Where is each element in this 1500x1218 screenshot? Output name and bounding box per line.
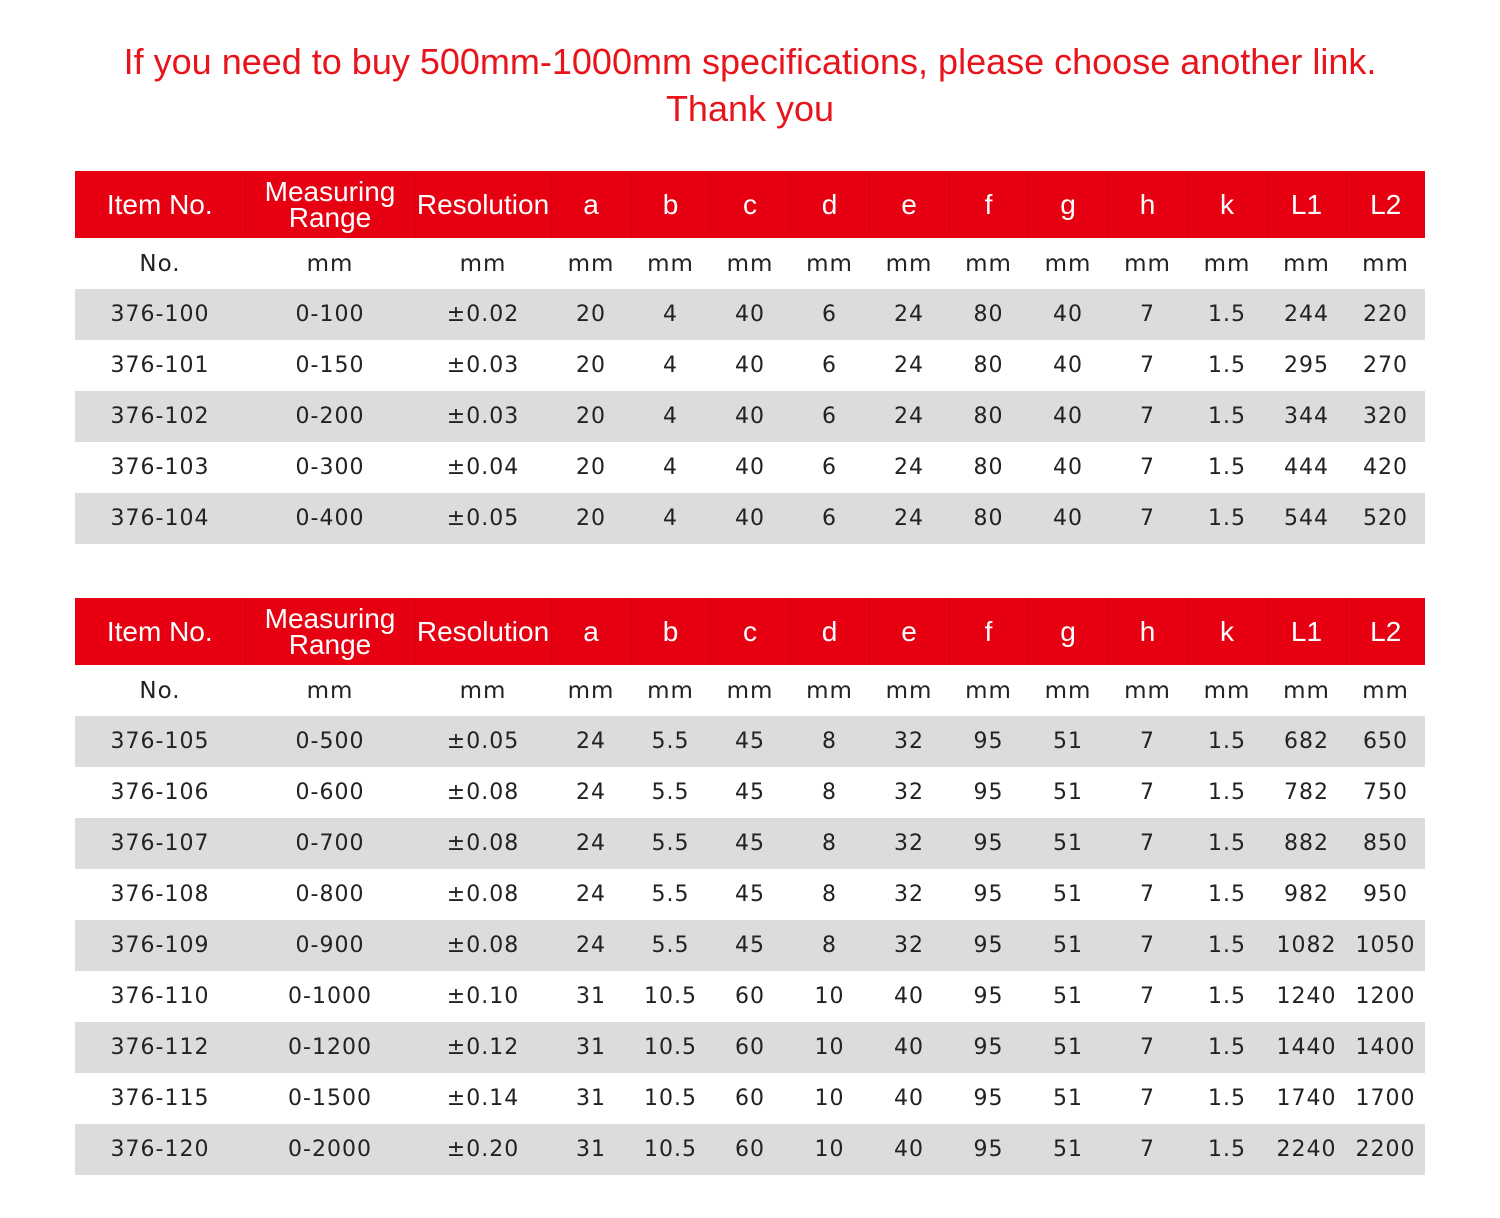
table-header xyxy=(75,598,1425,665)
table-cell: 244 xyxy=(1267,289,1346,340)
unit-cell: mm xyxy=(1187,665,1267,716)
table-row xyxy=(75,1073,1425,1124)
table-cell: 882 xyxy=(1267,818,1346,869)
table-cell: 10 xyxy=(790,1124,869,1175)
table-cell: ±0.08 xyxy=(415,818,551,869)
table-cell: 7 xyxy=(1108,920,1187,971)
table-header xyxy=(75,171,1425,238)
table-cell: 950 xyxy=(1346,869,1425,920)
table-cell: 1082 xyxy=(1267,920,1346,971)
table-cell: 682 xyxy=(1267,716,1346,767)
table-cell: 45 xyxy=(710,869,790,920)
table-cell: 376-100 xyxy=(75,289,245,340)
table-cell: 8 xyxy=(790,716,869,767)
table-cell: 40 xyxy=(869,1124,949,1175)
table-cell: 8 xyxy=(790,869,869,920)
table-cell: 0-100 xyxy=(245,289,415,340)
table-cell: 51 xyxy=(1028,869,1108,920)
column-header: a xyxy=(551,171,631,238)
table-cell: 0-700 xyxy=(245,818,415,869)
spec-table-1 xyxy=(75,171,1425,544)
table-cell: ±0.12 xyxy=(415,1022,551,1073)
table-cell: 10 xyxy=(790,1073,869,1124)
table-cell: 45 xyxy=(710,818,790,869)
table-cell: 40 xyxy=(1028,442,1108,493)
table-cell: 10 xyxy=(790,1022,869,1073)
table-cell: 0-800 xyxy=(245,869,415,920)
notice-line-2: Thank you xyxy=(665,88,835,129)
column-header: d xyxy=(790,598,869,665)
table-cell: 24 xyxy=(869,493,949,544)
table-cell: 782 xyxy=(1267,767,1346,818)
table-cell: 5.5 xyxy=(631,716,710,767)
table-cell: 4 xyxy=(631,340,710,391)
table-cell: 51 xyxy=(1028,920,1108,971)
table-cell: 95 xyxy=(949,971,1028,1022)
table-cell: 1.5 xyxy=(1187,1073,1267,1124)
column-header: L2 xyxy=(1346,598,1425,665)
table-cell: 8 xyxy=(790,818,869,869)
column-header: Item No. xyxy=(75,171,245,238)
unit-cell: mm xyxy=(631,238,710,289)
table-cell: 95 xyxy=(949,1022,1028,1073)
table-cell: 420 xyxy=(1346,442,1425,493)
table-cell: 32 xyxy=(869,767,949,818)
table-cell: 1.5 xyxy=(1187,442,1267,493)
unit-cell: mm xyxy=(415,238,551,289)
table-cell: ±0.08 xyxy=(415,767,551,818)
table-row xyxy=(75,340,1425,391)
unit-cell: mm xyxy=(1108,238,1187,289)
table-cell: 80 xyxy=(949,391,1028,442)
table-cell: 376-102 xyxy=(75,391,245,442)
table-cell: 60 xyxy=(710,1073,790,1124)
table-cell: 7 xyxy=(1108,971,1187,1022)
table-cell: 2200 xyxy=(1346,1124,1425,1175)
unit-cell: mm xyxy=(1346,665,1425,716)
table-cell: 1700 xyxy=(1346,1073,1425,1124)
table-cell: 7 xyxy=(1108,493,1187,544)
table-cell: 95 xyxy=(949,767,1028,818)
unit-cell: mm xyxy=(245,238,415,289)
column-header: Resolution xyxy=(415,598,551,665)
table-cell: 0-400 xyxy=(245,493,415,544)
table-cell: 20 xyxy=(551,442,631,493)
table-cell: 31 xyxy=(551,1124,631,1175)
table-cell: ±0.08 xyxy=(415,869,551,920)
column-header: L2 xyxy=(1346,171,1425,238)
table-cell: 31 xyxy=(551,971,631,1022)
table-cell: 7 xyxy=(1108,869,1187,920)
table-row xyxy=(75,971,1425,1022)
table-cell: 45 xyxy=(710,767,790,818)
unit-cell: mm xyxy=(245,665,415,716)
table-cell: 376-107 xyxy=(75,818,245,869)
table-cell: 4 xyxy=(631,391,710,442)
table-cell: 1.5 xyxy=(1187,340,1267,391)
table-cell: ±0.05 xyxy=(415,493,551,544)
column-header: f xyxy=(949,171,1028,238)
column-header: f xyxy=(949,598,1028,665)
table-cell: 40 xyxy=(869,1073,949,1124)
table-cell: 31 xyxy=(551,1022,631,1073)
column-header: h xyxy=(1108,171,1187,238)
table-cell: 0-300 xyxy=(245,442,415,493)
table-cell: 40 xyxy=(1028,340,1108,391)
unit-cell: mm xyxy=(1028,665,1108,716)
table-cell: 80 xyxy=(949,442,1028,493)
table-cell: 1.5 xyxy=(1187,818,1267,869)
table-cell: 51 xyxy=(1028,767,1108,818)
column-header: h xyxy=(1108,598,1187,665)
table-cell: 7 xyxy=(1108,767,1187,818)
unit-cell: mm xyxy=(869,665,949,716)
table-cell: 520 xyxy=(1346,493,1425,544)
table-cell: 1.5 xyxy=(1187,971,1267,1022)
table-cell: 6 xyxy=(790,340,869,391)
unit-cell: mm xyxy=(631,665,710,716)
table-cell: 6 xyxy=(790,391,869,442)
unit-cell: mm xyxy=(790,238,869,289)
table-row xyxy=(75,869,1425,920)
table-row xyxy=(75,442,1425,493)
column-header: Item No. xyxy=(75,598,245,665)
table-cell: 40 xyxy=(710,340,790,391)
table-cell: 0-2000 xyxy=(245,1124,415,1175)
table-cell: 51 xyxy=(1028,1022,1108,1073)
table-cell: 7 xyxy=(1108,1124,1187,1175)
table-cell: 7 xyxy=(1108,818,1187,869)
table-cell: 0-200 xyxy=(245,391,415,442)
table-cell: 40 xyxy=(710,289,790,340)
table-cell: 7 xyxy=(1108,442,1187,493)
table-cell: 51 xyxy=(1028,1124,1108,1175)
table-cell: 95 xyxy=(949,1124,1028,1175)
table-cell: 51 xyxy=(1028,818,1108,869)
table-cell: 80 xyxy=(949,340,1028,391)
unit-row xyxy=(75,665,1425,716)
unit-cell: mm xyxy=(869,238,949,289)
table-cell: 80 xyxy=(949,493,1028,544)
table-cell: 20 xyxy=(551,493,631,544)
table-cell: ±0.02 xyxy=(415,289,551,340)
table-cell: 1.5 xyxy=(1187,716,1267,767)
table-cell: 1.5 xyxy=(1187,1022,1267,1073)
table-cell: 24 xyxy=(869,391,949,442)
table-cell: 850 xyxy=(1346,818,1425,869)
table-cell: 10.5 xyxy=(631,971,710,1022)
table-cell: 376-101 xyxy=(75,340,245,391)
column-header: k xyxy=(1187,598,1267,665)
table-cell: 60 xyxy=(710,971,790,1022)
table-cell: 40 xyxy=(710,391,790,442)
table-cell: 7 xyxy=(1108,716,1187,767)
table-cell: 376-109 xyxy=(75,920,245,971)
table-cell: 8 xyxy=(790,920,869,971)
table-cell: 0-500 xyxy=(245,716,415,767)
table-cell: ±0.05 xyxy=(415,716,551,767)
column-header: Measuring Range xyxy=(245,171,415,238)
table-cell: 8 xyxy=(790,767,869,818)
table-cell: 0-600 xyxy=(245,767,415,818)
table-cell: 2240 xyxy=(1267,1124,1346,1175)
table-cell: 7 xyxy=(1108,391,1187,442)
unit-cell: No. xyxy=(75,665,245,716)
table-cell: ±0.03 xyxy=(415,391,551,442)
table-cell: 5.5 xyxy=(631,869,710,920)
unit-cell: mm xyxy=(1028,238,1108,289)
unit-cell: mm xyxy=(1267,238,1346,289)
table-cell: 40 xyxy=(1028,289,1108,340)
column-header: L1 xyxy=(1267,598,1346,665)
table-cell: 6 xyxy=(790,289,869,340)
table-cell: 295 xyxy=(1267,340,1346,391)
table-row xyxy=(75,716,1425,767)
table-cell: 376-115 xyxy=(75,1073,245,1124)
table-cell: ±0.10 xyxy=(415,971,551,1022)
column-header: c xyxy=(710,171,790,238)
unit-cell: mm xyxy=(949,238,1028,289)
table-cell: 376-103 xyxy=(75,442,245,493)
table-cell: 40 xyxy=(1028,391,1108,442)
table-cell: 376-120 xyxy=(75,1124,245,1175)
table-cell: 45 xyxy=(710,920,790,971)
column-header: b xyxy=(631,598,710,665)
unit-cell: mm xyxy=(551,665,631,716)
unit-cell: mm xyxy=(1267,665,1346,716)
table-cell: 6 xyxy=(790,442,869,493)
table-cell: 376-108 xyxy=(75,869,245,920)
table-cell: 0-1500 xyxy=(245,1073,415,1124)
table-cell: 40 xyxy=(869,971,949,1022)
spec-table-2 xyxy=(75,598,1425,1175)
table-cell: 1050 xyxy=(1346,920,1425,971)
table-cell: 1.5 xyxy=(1187,869,1267,920)
column-header: a xyxy=(551,598,631,665)
table-cell: 1440 xyxy=(1267,1022,1346,1073)
column-header: g xyxy=(1028,171,1108,238)
table-cell: 7 xyxy=(1108,340,1187,391)
table-cell: 0-900 xyxy=(245,920,415,971)
table-cell: 24 xyxy=(551,869,631,920)
column-header: g xyxy=(1028,598,1108,665)
table-cell: 220 xyxy=(1346,289,1425,340)
table-cell: 1.5 xyxy=(1187,767,1267,818)
table-cell: 95 xyxy=(949,1073,1028,1124)
table-row xyxy=(75,767,1425,818)
table-cell: 750 xyxy=(1346,767,1425,818)
column-header: k xyxy=(1187,171,1267,238)
table-cell: 7 xyxy=(1108,289,1187,340)
table-cell: 10.5 xyxy=(631,1022,710,1073)
table-cell: 24 xyxy=(551,818,631,869)
table-cell: 51 xyxy=(1028,716,1108,767)
column-header: c xyxy=(710,598,790,665)
table-row xyxy=(75,1022,1425,1073)
table-cell: 0-1200 xyxy=(245,1022,415,1073)
table-cell: 24 xyxy=(551,920,631,971)
table-cell: ±0.08 xyxy=(415,920,551,971)
table-cell: 0-1000 xyxy=(245,971,415,1022)
column-header: b xyxy=(631,171,710,238)
table-cell: 95 xyxy=(949,818,1028,869)
table-cell: 6 xyxy=(790,493,869,544)
table-cell: 32 xyxy=(869,920,949,971)
unit-cell: No. xyxy=(75,238,245,289)
unit-cell: mm xyxy=(1346,238,1425,289)
unit-cell: mm xyxy=(415,665,551,716)
table-cell: 20 xyxy=(551,340,631,391)
table-cell: 7 xyxy=(1108,1022,1187,1073)
table-cell: 95 xyxy=(949,869,1028,920)
table-cell: 45 xyxy=(710,716,790,767)
table-cell: 4 xyxy=(631,442,710,493)
table-cell: 1.5 xyxy=(1187,391,1267,442)
table-cell: 24 xyxy=(869,340,949,391)
table-cell: 40 xyxy=(710,442,790,493)
table-cell: 10 xyxy=(790,971,869,1022)
table-cell: 1.5 xyxy=(1187,289,1267,340)
unit-cell: mm xyxy=(790,665,869,716)
unit-cell: mm xyxy=(949,665,1028,716)
table-cell: 376-104 xyxy=(75,493,245,544)
table-cell: 320 xyxy=(1346,391,1425,442)
table-cell: 376-105 xyxy=(75,716,245,767)
table-cell: 1740 xyxy=(1267,1073,1346,1124)
table-row xyxy=(75,1124,1425,1175)
table-cell: 60 xyxy=(710,1124,790,1175)
unit-cell: mm xyxy=(551,238,631,289)
table-cell: 376-112 xyxy=(75,1022,245,1073)
table-cell: 376-106 xyxy=(75,767,245,818)
unit-cell: mm xyxy=(1108,665,1187,716)
column-header: L1 xyxy=(1267,171,1346,238)
table-cell: 24 xyxy=(869,289,949,340)
table-cell: 40 xyxy=(869,1022,949,1073)
table-cell: 650 xyxy=(1346,716,1425,767)
table-cell: 51 xyxy=(1028,971,1108,1022)
unit-cell: mm xyxy=(710,238,790,289)
table-cell: ±0.14 xyxy=(415,1073,551,1124)
table-cell: 24 xyxy=(869,442,949,493)
table-cell: 5.5 xyxy=(631,818,710,869)
table-row xyxy=(75,289,1425,340)
column-header: d xyxy=(790,171,869,238)
table-cell: 31 xyxy=(551,1073,631,1124)
table-cell: 5.5 xyxy=(631,767,710,818)
column-header: e xyxy=(869,598,949,665)
unit-cell: mm xyxy=(710,665,790,716)
table-cell: 51 xyxy=(1028,1073,1108,1124)
table-cell: 344 xyxy=(1267,391,1346,442)
table-cell: 4 xyxy=(631,493,710,544)
table-cell: 7 xyxy=(1108,1073,1187,1124)
table-row xyxy=(75,493,1425,544)
table-cell: 544 xyxy=(1267,493,1346,544)
table-cell: 1400 xyxy=(1346,1022,1425,1073)
table-cell: 80 xyxy=(949,289,1028,340)
table-cell: 24 xyxy=(551,767,631,818)
table-cell: 32 xyxy=(869,869,949,920)
table-row xyxy=(75,920,1425,971)
notice-line-1: If you need to buy 500mm-1000mm specifications, please choose another link. xyxy=(123,41,1377,82)
table-cell: 270 xyxy=(1346,340,1425,391)
table-cell: 40 xyxy=(710,493,790,544)
column-header: e xyxy=(869,171,949,238)
column-header: Resolution xyxy=(415,171,551,238)
table-cell: 982 xyxy=(1267,869,1346,920)
table-cell: ±0.04 xyxy=(415,442,551,493)
table-cell: 1.5 xyxy=(1187,920,1267,971)
table-cell: 32 xyxy=(869,716,949,767)
table-cell: 24 xyxy=(551,716,631,767)
table-cell: 20 xyxy=(551,289,631,340)
table-cell: 5.5 xyxy=(631,920,710,971)
table-cell: 1240 xyxy=(1267,971,1346,1022)
table-cell: 40 xyxy=(1028,493,1108,544)
table-cell: 1200 xyxy=(1346,971,1425,1022)
table-cell: 60 xyxy=(710,1022,790,1073)
table-cell: 32 xyxy=(869,818,949,869)
table-cell: 444 xyxy=(1267,442,1346,493)
table-cell: 0-150 xyxy=(245,340,415,391)
table-cell: 20 xyxy=(551,391,631,442)
table-cell: ±0.20 xyxy=(415,1124,551,1175)
table-cell: 376-110 xyxy=(75,971,245,1022)
unit-cell: mm xyxy=(1187,238,1267,289)
table-cell: 95 xyxy=(949,716,1028,767)
table-row xyxy=(75,818,1425,869)
purchase-notice xyxy=(0,38,1500,132)
table-cell: 10.5 xyxy=(631,1124,710,1175)
table-cell: 95 xyxy=(949,920,1028,971)
table-cell: ±0.03 xyxy=(415,340,551,391)
unit-row xyxy=(75,238,1425,289)
table-cell: 1.5 xyxy=(1187,493,1267,544)
table-row xyxy=(75,391,1425,442)
table-cell: 10.5 xyxy=(631,1073,710,1124)
column-header: Measuring Range xyxy=(245,598,415,665)
table-cell: 4 xyxy=(631,289,710,340)
table-cell: 1.5 xyxy=(1187,1124,1267,1175)
